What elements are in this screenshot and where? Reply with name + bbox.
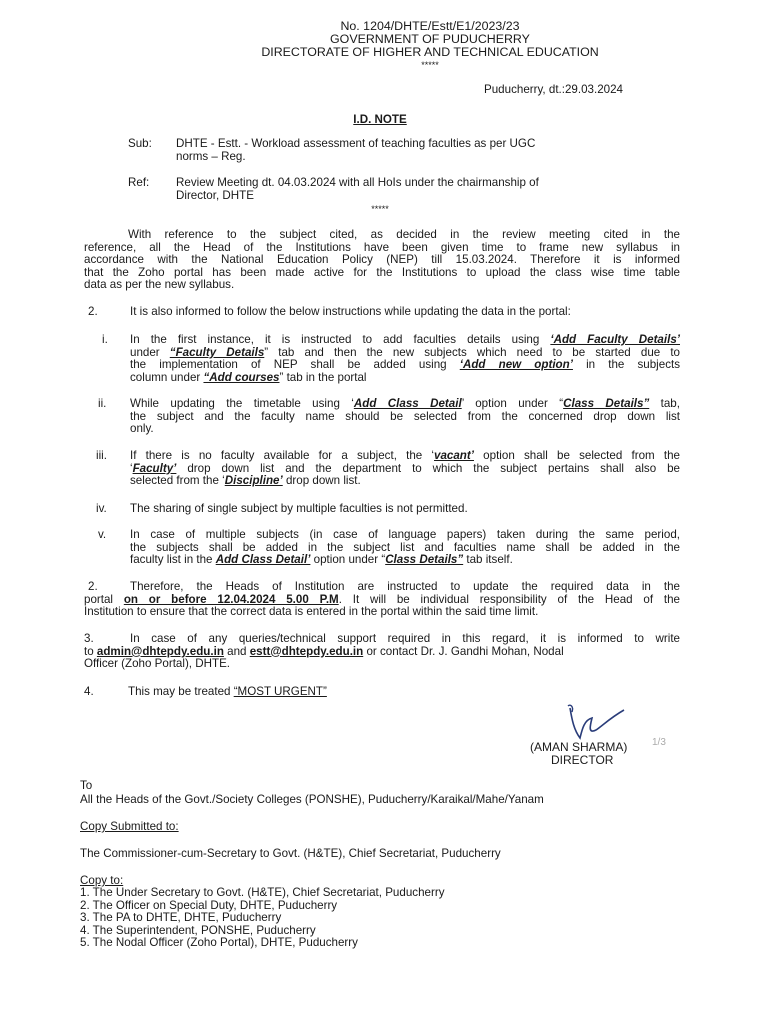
item-iv-text: The sharing of single subject by multiple faculties is not permitted. <box>130 502 468 515</box>
government-heading: GOVERNMENT OF PUDUCHERRY <box>330 32 530 46</box>
copy-submitted-text: The Commissioner-cum-Secretary to Govt. (H&TE), Chief Secretariat, Puducherry <box>80 847 501 860</box>
para-5-text: This may be treated “MOST URGENT” <box>128 685 327 698</box>
directorate-heading: DIRECTORATE OF HIGHER AND TECHNICAL EDUCATION <box>261 45 599 59</box>
para-2-number: 2. <box>88 305 98 318</box>
item-i-line-4: column under “Add courses” tab in the portal <box>130 370 367 384</box>
list-item: 5. The Nodal Officer (Zoho Portal), DHTE, Puducherry <box>80 936 358 950</box>
para-4-line-3: Officer (Zoho Portal), DHTE. <box>84 657 231 671</box>
item-i-line-3: the implementation of NEP shall be added using ‘Add new option’ in the subjects <box>130 358 681 372</box>
para-3-line-1: Therefore, the Heads of Institution are instructed to update the required data in the <box>130 580 680 593</box>
reference-line-1: Review Meeting dt. 04.03.2024 with all HoIs under the chairmanship of <box>176 176 539 189</box>
to-label: To <box>80 779 93 792</box>
para-4 <box>84 633 680 671</box>
subject-label: Sub: <box>128 137 152 150</box>
para-3-line-2: portal on or before 12.04.2024 5.00 P.M. It will be individual responsibility of the Head of the <box>84 592 680 606</box>
para-3-line-3: Institution to ensure that the correct data is entered in the portal within the said time limit. <box>84 605 539 619</box>
para-4-line-2: to admin@dhtepdy.edu.in and estt@dhtepdy.edu.in or contact Dr. J. Gandhi Mohan, Nodal <box>84 644 564 658</box>
place-date: Puducherry, dt.:29.03.2024 <box>484 83 624 96</box>
reference-line-2: Director, DHTE <box>176 189 254 202</box>
item-iii-line-1: If there is no faculty available for a subject, the ‘vacant’ option shall be selected from the <box>130 449 680 462</box>
copy-submitted-label: Copy Submitted to: <box>80 820 179 833</box>
initial-note: 1/3 <box>652 737 666 748</box>
item-i-line-1: In the first instance, it is instructed to add faculties details using ‘Add Faculty Details’ <box>130 333 680 346</box>
item-ii-line-1: While updating the timetable using ‘Add Class Detail’ option under “Class Details” tab, <box>130 397 680 410</box>
intro-line: that the Zoho portal has been made active for the Institutions to upload the class wise time table <box>84 265 680 279</box>
estt-email-link[interactable]: estt@dhtepdy.edu.in <box>249 644 364 658</box>
item-v-number: v. <box>98 528 107 541</box>
item-v-line-1: In case of multiple subjects (in case of language papers) taken during the same period, <box>130 528 680 541</box>
document-title: I.D. NOTE <box>353 113 407 126</box>
subject-line-2: norms – Reg. <box>176 150 246 163</box>
item-iii-line-2: ‘Faculty’ drop down list and the department to which the subject pertains shall also be <box>130 461 680 475</box>
item-v <box>130 529 680 567</box>
list-item: 4. The Superintendent, PONSHE, Puducherry <box>80 923 316 937</box>
list-item: 2. The Officer on Special Duty, DHTE, Puducherry <box>80 898 338 912</box>
para-3-number: 2. <box>88 580 98 593</box>
item-ii-line-2: the subject and the faculty name should be selected from the concerned drop down list <box>130 409 680 423</box>
item-ii-number: ii. <box>98 397 107 410</box>
item-ii <box>130 398 680 436</box>
item-iii-line-3: selected from the ‘Discipline’ drop down list. <box>130 474 361 488</box>
list-item: 1. The Under Secretary to Govt. (H&TE), Chief Secretariat, Puducherry <box>80 886 445 899</box>
intro-line: With reference to the subject cited, as decided in the review meeting cited in the <box>128 228 680 241</box>
reference-label: Ref: <box>128 176 150 189</box>
header-stars: ***** <box>421 60 439 70</box>
para-4-number: 3. <box>84 632 94 645</box>
para-3 <box>84 581 680 619</box>
item-i-number: i. <box>102 333 108 346</box>
copy-to-list <box>80 887 445 950</box>
signatory-designation: DIRECTOR <box>551 753 614 767</box>
intro-line: reference, all the Head of the Institutions have been given time to frame new syllabus in <box>84 240 680 254</box>
admin-email-link[interactable]: admin@dhtepdy.edu.in <box>96 644 224 658</box>
paragraph-intro <box>84 229 680 292</box>
item-iv-number: iv. <box>96 502 107 515</box>
list-item: 3. The PA to DHTE, DHTE, Puducherry <box>80 911 282 925</box>
item-iii-number: iii. <box>96 449 107 462</box>
item-v-line-2: the subjects shall be added in the subject list and faculties name shall be added in the <box>130 540 680 554</box>
to-recipients: All the Heads of the Govt./Society Colleges (PONSHE), Puducherry/Karaikal/Mahe/Yanam <box>80 793 544 806</box>
item-v-line-3: faculty list in the Add Class Detail’ option under “Class Details” tab itself. <box>130 553 513 567</box>
item-ii-line-3: only. <box>130 422 154 436</box>
reference-stars: ***** <box>371 204 389 214</box>
copy-to-label: Copy to: <box>80 874 124 887</box>
para-2-text: It is also informed to follow the below instructions while updating the data in the portal: <box>130 305 571 318</box>
intro-line: accordance with the National Education Policy (NEP) till 15.03.2024. Therefore it is informed <box>84 253 680 267</box>
item-i-line-2: under “Faculty Details” tab and then the new subjects which need to be started due to <box>130 345 680 359</box>
para-5-number: 4. <box>84 685 94 698</box>
subject-line-1: DHTE - Estt. - Workload assessment of teaching faculties as per UGC <box>176 137 536 150</box>
signatory-name: (AMAN SHARMA) <box>530 740 628 754</box>
most-urgent: “MOST URGENT” <box>233 685 327 698</box>
reference-number: No. 1204/DHTE/Estt/E1/2023/23 <box>340 19 520 33</box>
intro-line: data as per the new syllabus. <box>84 278 235 292</box>
item-i <box>130 334 680 384</box>
para-4-line-1: In case of any queries/technical support required in this regard, it is informed to write <box>130 632 680 645</box>
item-iii <box>130 450 680 488</box>
